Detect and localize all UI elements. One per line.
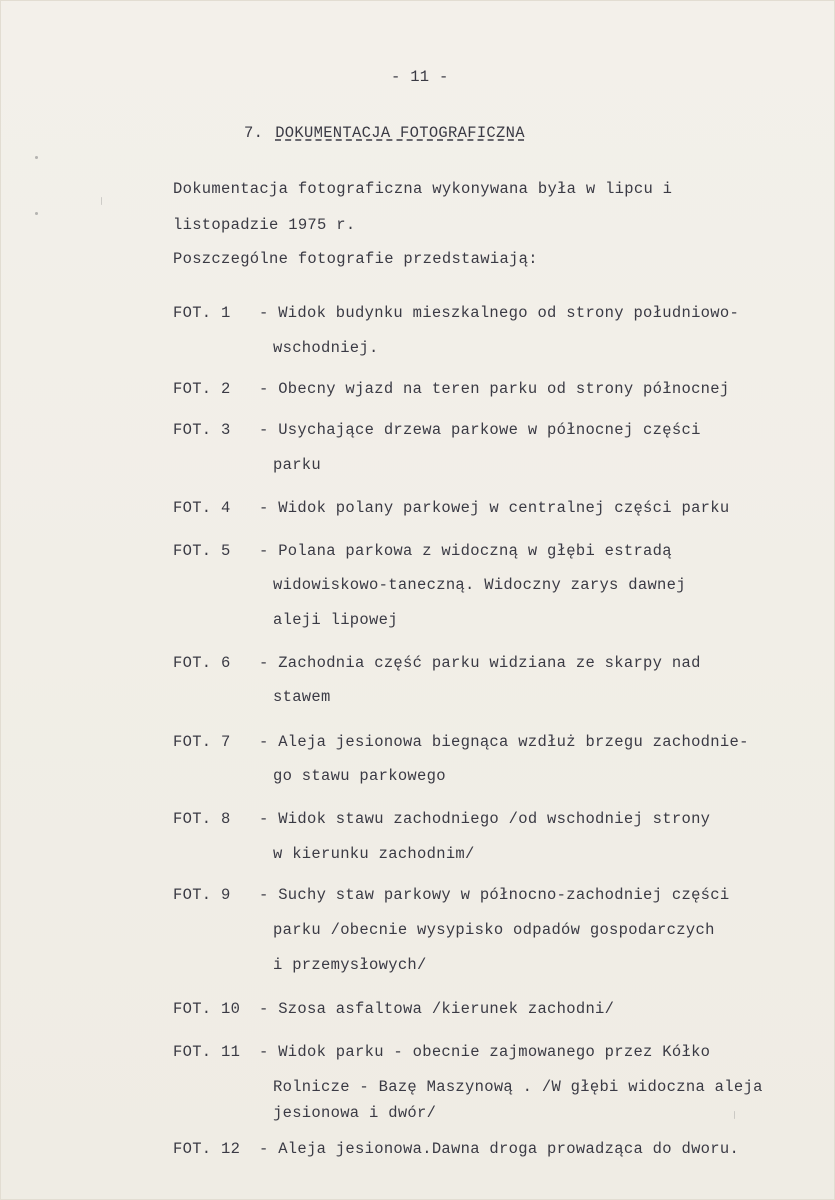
- paper-speck: [101, 197, 102, 205]
- photo-description: parku: [273, 456, 322, 474]
- photo-description: stawem: [273, 688, 331, 706]
- photo-label: FOT. 10: [173, 1000, 241, 1018]
- page-number: - 11 -: [391, 68, 449, 86]
- photo-label: FOT. 2: [173, 380, 231, 398]
- photo-label: FOT. 1: [173, 304, 231, 322]
- photo-description: widowiskowo-taneczną. Widoczny zarys dawnej: [273, 576, 686, 594]
- paper-speck: [734, 1111, 735, 1119]
- photo-description: i przemysłowych/: [273, 956, 427, 974]
- photo-description: - Aleja jesionowa biegnąca wzdłuż brzegu zachodnie-: [259, 733, 749, 751]
- photo-label: FOT. 9: [173, 886, 231, 904]
- intro-line: Poszczególne fotografie przedstawiają:: [173, 250, 538, 268]
- section-title: DOKUMENTACJA FOTOGRAFICZNA: [275, 124, 525, 142]
- paper-speck: [35, 156, 38, 159]
- intro-line: listopadzie 1975 r.: [173, 216, 356, 234]
- photo-description: - Aleja jesionowa.Dawna droga prowadząca do dworu.: [259, 1140, 740, 1158]
- paper-speck: [35, 212, 38, 215]
- photo-label: FOT. 6: [173, 654, 231, 672]
- photo-description: - Obecny wjazd na teren parku od strony północnej: [259, 380, 730, 398]
- photo-description: - Polana parkowa z widoczną w głębi estradą: [259, 542, 672, 560]
- photo-description: - Zachodnia część parku widziana ze skarpy nad: [259, 654, 701, 672]
- photo-description: - Suchy staw parkowy w północno-zachodniej części: [259, 886, 730, 904]
- photo-label: FOT. 11: [173, 1043, 241, 1061]
- photo-description: w kierunku zachodnim/: [273, 845, 475, 863]
- photo-description: - Widok budynku mieszkalnego od strony południowo-: [259, 304, 740, 322]
- photo-description: jesionowa i dwór/: [273, 1104, 437, 1122]
- photo-description: - Widok parku - obecnie zajmowanego przez Kółko: [259, 1043, 711, 1061]
- photo-description: go stawu parkowego: [273, 767, 446, 785]
- photo-label: FOT. 5: [173, 542, 231, 560]
- photo-label: FOT. 7: [173, 733, 231, 751]
- photo-label: FOT. 4: [173, 499, 231, 517]
- photo-description: aleji lipowej: [273, 611, 398, 629]
- photo-description: - Szosa asfaltowa /kierunek zachodni/: [259, 1000, 615, 1018]
- photo-description: - Widok stawu zachodniego /od wschodniej strony: [259, 810, 711, 828]
- photo-description: - Usychające drzewa parkowe w północnej części: [259, 421, 701, 439]
- photo-label: FOT. 8: [173, 810, 231, 828]
- section-heading: [244, 123, 525, 143]
- intro-line: Dokumentacja fotograficzna wykonywana była w lipcu i: [173, 180, 673, 198]
- section-number: 7.: [244, 124, 264, 142]
- photo-description: parku /obecnie wysypisko odpadów gospodarczych: [273, 921, 715, 939]
- photo-description: wschodniej.: [273, 339, 379, 357]
- photo-description: Rolnicze - Bazę Maszynową . /W głębi widoczna aleja: [273, 1078, 763, 1096]
- photo-description: - Widok polany parkowej w centralnej części parku: [259, 499, 730, 517]
- photo-label: FOT. 12: [173, 1140, 241, 1158]
- photo-label: FOT. 3: [173, 421, 231, 439]
